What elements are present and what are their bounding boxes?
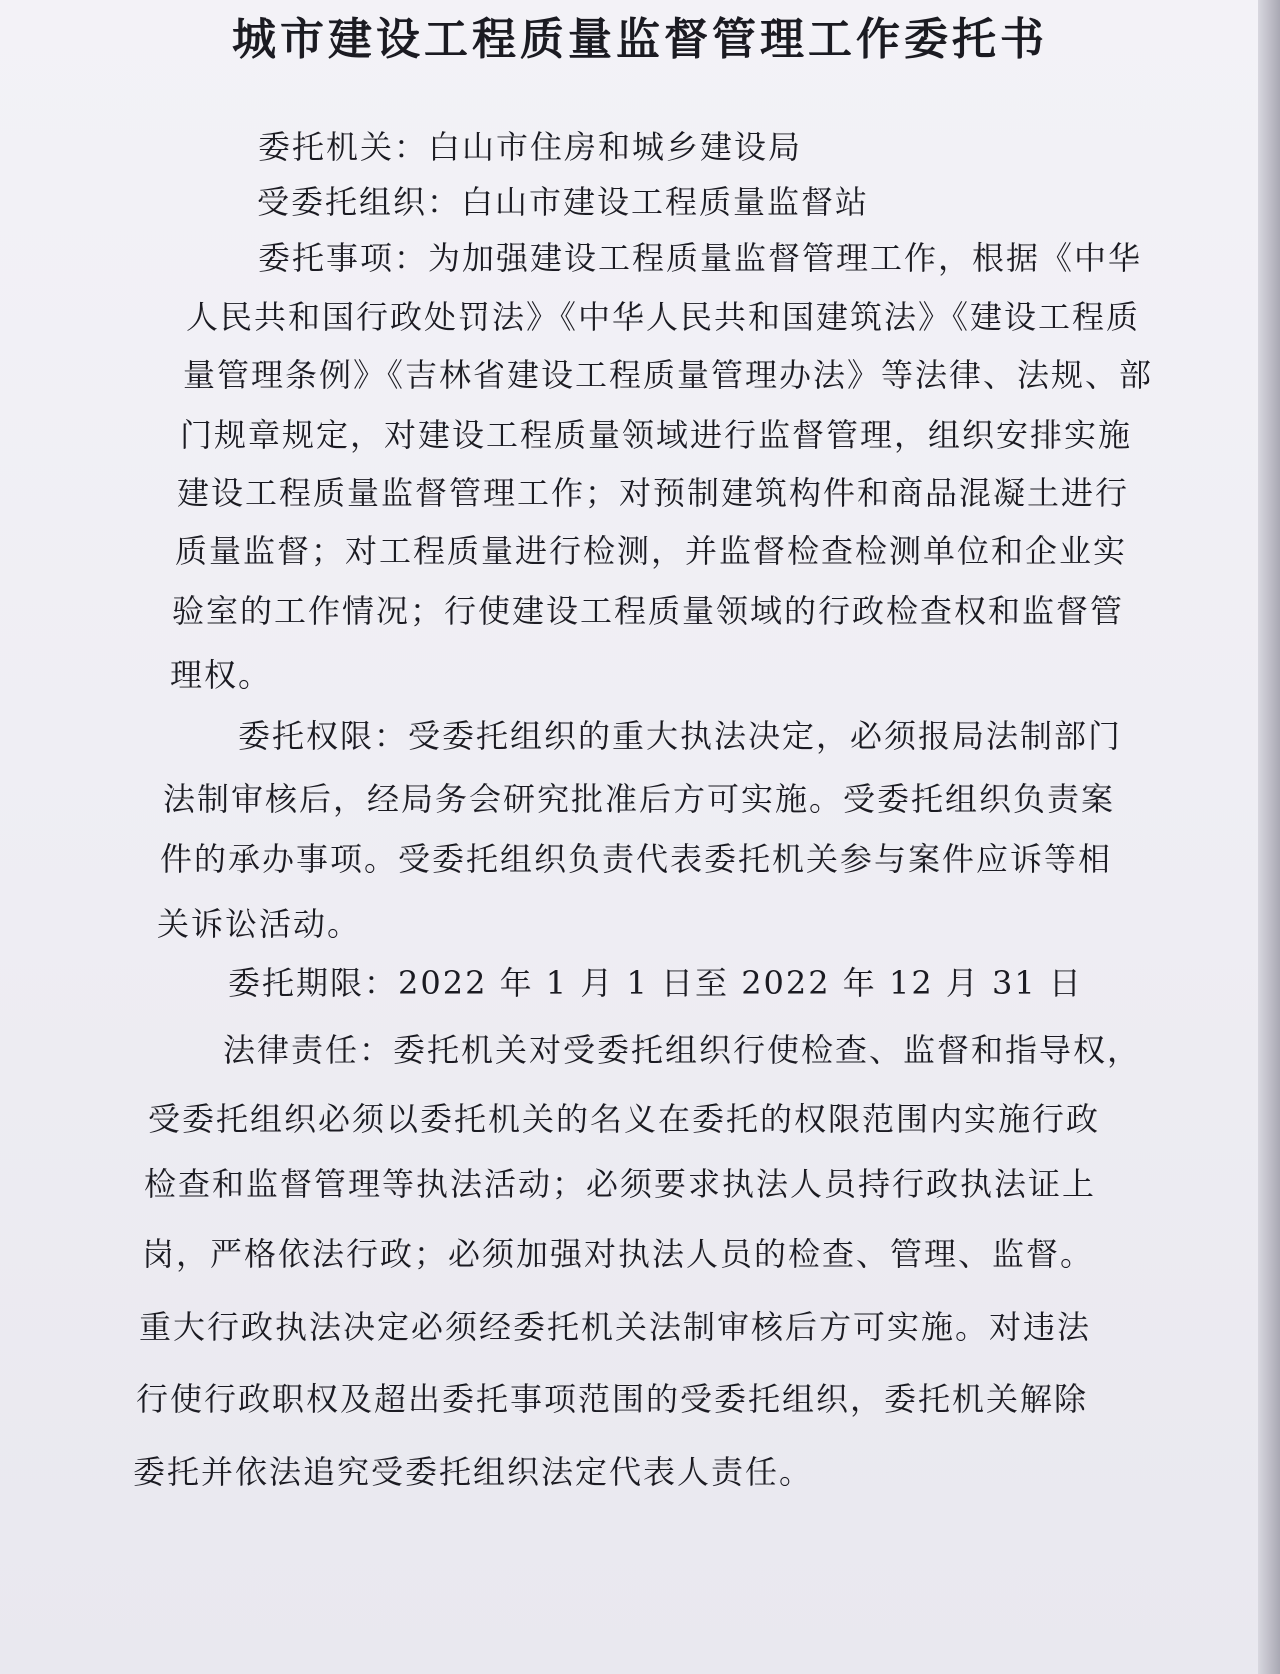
text-line: 委托机关：白山市住房和城乡建设局 bbox=[258, 128, 803, 166]
text-line: 件的承办事项。受委托组织负责代表委托机关参与案件应诉等相 bbox=[160, 840, 1113, 878]
text-line: 委托事项：为加强建设工程质量监督管理工作，根据《中华 bbox=[258, 239, 1143, 277]
text-line: 理权。 bbox=[170, 656, 273, 694]
text-line: 受委托组织：白山市建设工程质量监督站 bbox=[257, 183, 870, 221]
text-line: 委托权限：受委托组织的重大执法决定，必须报局法制部门 bbox=[238, 717, 1123, 755]
text-line: 建设工程质量监督管理工作；对预制建筑构件和商品混凝土进行 bbox=[177, 474, 1130, 512]
document-title: 城市建设工程质量监督管理工作委托书 bbox=[232, 14, 1048, 65]
text-line: 受委托组织必须以委托机关的名义在委托的权限范围内实施行政 bbox=[148, 1100, 1101, 1138]
text-line: 法律责任：委托机关对受委托组织行使检查、监督和指导权， bbox=[223, 1031, 1142, 1069]
text-line: 重大行政执法决定必须经委托机关法制审核后方可实施。对违法 bbox=[139, 1308, 1092, 1346]
text-line: 行使行政职权及超出委托事项范围的受委托组织，委托机关解除 bbox=[136, 1380, 1089, 1418]
text-line: 关诉讼活动。 bbox=[157, 905, 362, 943]
text-line: 量管理条例》《吉林省建设工程质量管理办法》等法律、法规、部 bbox=[183, 356, 1154, 394]
text-line: 检查和监督管理等执法活动；必须要求执法人员持行政执法证上 bbox=[144, 1165, 1097, 1203]
text-line: 委托期限：2022 年 1 月 1 日至 2022 年 12 月 31 日 bbox=[228, 964, 1083, 1002]
text-line: 质量监督；对工程质量进行检测，并监督检查检测单位和企业实 bbox=[175, 532, 1128, 570]
text-line: 法制审核后，经局务会研究批准后方可实施。受委托组织负责案 bbox=[163, 780, 1116, 818]
text-line: 验室的工作情况；行使建设工程质量领域的行政检查权和监督管 bbox=[172, 592, 1125, 630]
text-line: 委托并依法追究受委托组织法定代表人责任。 bbox=[133, 1453, 814, 1491]
text-line: 人民共和国行政处罚法》《中华人民共和国建筑法》《建设工程质 bbox=[186, 298, 1141, 336]
text-line: 门规章规定，对建设工程质量领域进行监督管理，组织安排实施 bbox=[180, 416, 1133, 454]
text-line: 岗，严格依法行政；必须加强对执法人员的检查、管理、监督。 bbox=[142, 1235, 1095, 1273]
